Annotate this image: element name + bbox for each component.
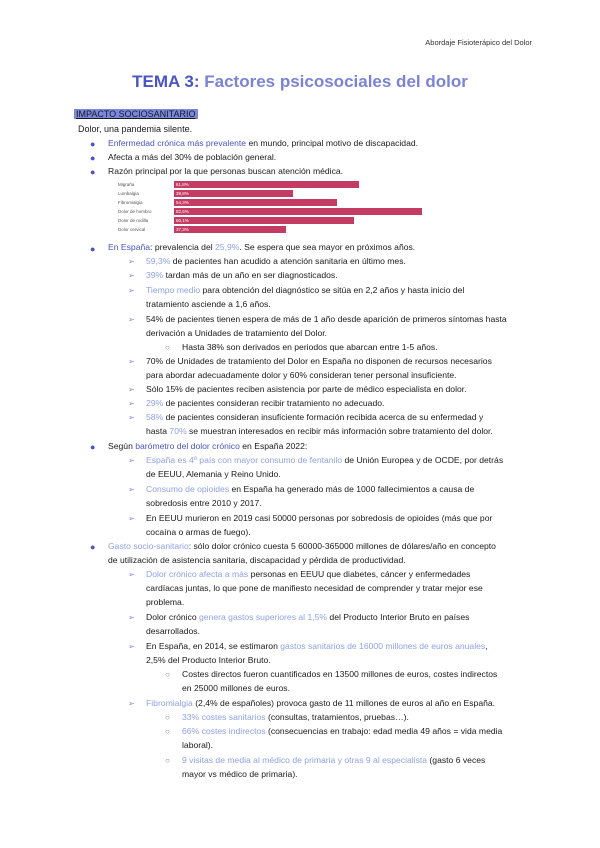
arrow-icon: ➢ xyxy=(128,399,135,408)
section-heading: IMPACTO SOCIOSANITARIO xyxy=(76,109,196,119)
list-item: Costes directos fueron cuantificados en 13500 millones de euros, costes indirectos xyxy=(182,669,498,679)
text: . Se espera que sea mayor en próximos años. xyxy=(239,242,416,252)
arrow-icon: ➢ xyxy=(128,485,135,494)
chart-row xyxy=(118,199,488,206)
list-item-continued: cardíacas juntas, lo que pone de manifiesto necesidad de comprender y tratar mejor ese xyxy=(146,583,483,593)
highlight: 66% costes indirectos xyxy=(182,726,266,736)
arrow-icon: ➢ xyxy=(128,257,135,266)
list-item-continued: cocaína o armas de fuego). xyxy=(146,527,251,537)
list-item xyxy=(146,639,488,653)
text: (consecuencias en trabajo: edad media 49 años = vida media xyxy=(265,726,503,736)
list-item xyxy=(146,482,474,496)
list-item xyxy=(108,136,418,150)
text: En España, en 2014, se estimaron xyxy=(146,641,281,651)
bullet-icon: ● xyxy=(90,139,96,149)
list-item xyxy=(146,396,384,410)
highlight: 58% xyxy=(146,412,164,422)
text: para obtención del diagnóstico se sitúa en 2,2 años y hasta inicio del xyxy=(200,285,465,295)
arrow-icon: ➢ xyxy=(128,286,135,295)
arrow-icon: ➢ xyxy=(128,514,135,523)
chart-row xyxy=(118,226,488,233)
bullet-icon: ● xyxy=(90,244,96,254)
arrow-icon: ➢ xyxy=(128,570,135,579)
arrow-icon: ➢ xyxy=(128,385,135,394)
bullet-icon: ● xyxy=(90,167,96,177)
highlight: 33% costes sanitarios xyxy=(182,712,266,722)
list-item xyxy=(108,539,496,553)
list-item: 70% de Unidades de tratamiento del Dolor en España no disponen de recursos necesarios xyxy=(146,356,492,366)
list-item: Sólo 15% de pacientes reciben asistencia por parte de médico especialista en dolor. xyxy=(146,384,467,394)
highlight: Enfermedad crónica más prevalente xyxy=(108,138,247,148)
text: de pacientes han acudido a atención sanitaria en último mes. xyxy=(170,256,406,266)
highlight: Tiempo medio xyxy=(146,285,201,295)
chart-row xyxy=(118,217,488,224)
text: : sólo dolor crónico cuesta 5 60000-365000 millones de dólares/año en concepto xyxy=(188,541,496,551)
highlight: En España xyxy=(108,242,151,252)
pain-prevalence-chart xyxy=(118,181,488,237)
chart-category-label: Dolor cervical xyxy=(118,227,146,232)
chart-bar xyxy=(174,181,359,188)
arrow-icon: ➢ xyxy=(128,413,135,422)
highlight: 25,9% xyxy=(215,242,240,252)
arrow-icon: ➢ xyxy=(128,613,135,622)
chart-row xyxy=(118,181,488,188)
highlight: Fibromialgia xyxy=(146,698,193,708)
highlight: Gasto socio-sanitario xyxy=(108,541,189,551)
list-item xyxy=(146,610,469,624)
chart-bar xyxy=(174,226,286,233)
text: se muestran interesados en recibir más información sobre tratamiento del dolor. xyxy=(186,426,493,436)
list-item-continued: mayor vs médico de primaria). xyxy=(182,769,298,779)
list-item-continued: de utilización de asistencia sanitaria, discapacidad y pérdida de productividad. xyxy=(108,555,406,565)
list-item-continued: desarrollados. xyxy=(146,626,200,636)
list-item-continued: sobredosis entre 2010 y 2017. xyxy=(146,498,262,508)
circle-bullet-icon: ○ xyxy=(165,343,170,352)
text: (gasto 6 veces xyxy=(427,755,486,765)
circle-bullet-icon: ○ xyxy=(165,713,170,722)
text: : prevalencia del xyxy=(150,242,216,252)
chart-value-label: 39,8% xyxy=(176,191,189,196)
text: Según xyxy=(108,441,136,451)
highlight: Consumo de opioides xyxy=(146,484,230,494)
text: hasta xyxy=(146,426,170,436)
list-item xyxy=(146,696,495,710)
text: en mundo, principal motivo de discapacidad. xyxy=(246,138,419,148)
title-rest: Factores psicosociales del dolor xyxy=(199,72,468,91)
highlight: genera gastos superiores al 1,5% xyxy=(199,612,328,622)
highlight: 39% xyxy=(146,270,164,280)
list-item-continued: laboral). xyxy=(182,740,214,750)
list-item xyxy=(146,567,470,581)
chart-category-label: Fibromialgia xyxy=(118,200,143,205)
highlight: 59,3% xyxy=(146,256,171,266)
page-title xyxy=(0,72,600,92)
text: de pacientes consideran insuficiente formación recibida acerca de su enfermedad y xyxy=(163,412,484,422)
chart-row xyxy=(118,190,488,197)
list-item-continued xyxy=(146,424,493,438)
bullet-icon: ● xyxy=(90,153,96,163)
bullet-icon: ● xyxy=(90,442,96,452)
text: personas en EEUU que diabetes, cáncer y enfermedades xyxy=(248,569,471,579)
list-item: Hasta 38% son derivados en periodos que abarcan entre 1-5 años. xyxy=(182,342,438,352)
circle-bullet-icon: ○ xyxy=(165,756,170,765)
chart-bar xyxy=(174,217,354,224)
text: en España 2022: xyxy=(239,441,308,451)
list-item-continued: de EEUU, Alemania y Reino Unido. xyxy=(146,469,281,479)
chart-value-label: 54,3% xyxy=(176,200,189,205)
chart-value-label: 60,1% xyxy=(176,218,189,223)
highlight: España es 4º país con mayor consumo de fentanilo xyxy=(146,455,343,465)
text: de Unión Europea y de OCDE, por detrás xyxy=(342,455,504,465)
text: , xyxy=(485,641,488,651)
arrow-icon: ➢ xyxy=(128,357,135,366)
arrow-icon: ➢ xyxy=(128,271,135,280)
chart-bar xyxy=(174,208,422,215)
highlight: 29% xyxy=(146,398,164,408)
list-item xyxy=(182,710,409,724)
text: tardan más de un año en ser diagnosticados. xyxy=(163,270,338,280)
highlight: 9 visitas de media al médico de primaria y otras 9 al especialista xyxy=(182,755,428,765)
chart-value-label: 82,6% xyxy=(176,209,189,214)
chart-category-label: Migraña xyxy=(118,182,135,187)
circle-bullet-icon: ○ xyxy=(165,670,170,679)
list-item: Razón principal por la que personas buscan atención médica. xyxy=(108,166,344,176)
list-item xyxy=(108,240,415,254)
chart-value-label: 37,3% xyxy=(176,227,189,232)
list-item xyxy=(182,724,502,738)
chart-value-label: 61,8% xyxy=(176,182,189,187)
list-item xyxy=(146,410,483,424)
highlight: 70% xyxy=(169,426,187,436)
arrow-icon: ➢ xyxy=(128,699,135,708)
arrow-icon: ➢ xyxy=(128,642,135,651)
chart-category-label: Dolor de rodilla xyxy=(118,218,149,223)
chart-bar xyxy=(174,199,337,206)
list-item xyxy=(146,283,464,297)
text: Dolor crónico xyxy=(146,612,200,622)
chart-row xyxy=(118,208,488,215)
running-header: Abordaje Fisioterápico del Dolor xyxy=(425,38,532,47)
arrow-icon: ➢ xyxy=(128,456,135,465)
text: en España ha generado más de 1000 fallecimientos a causa de xyxy=(229,484,475,494)
list-item xyxy=(146,268,338,282)
list-item xyxy=(146,453,503,467)
list-item: 54% de pacientes tienen espera de más de 1 año desde aparición de primeros síntomas hasta xyxy=(146,314,507,324)
text: del Producto Interior Bruto en países xyxy=(327,612,470,622)
list-item-continued: problema. xyxy=(146,597,185,607)
list-item xyxy=(108,439,307,453)
text: (2,4% de españoles) provoca gasto de 11 millones de euros al año en España. xyxy=(192,698,496,708)
list-item xyxy=(146,254,406,268)
arrow-icon: ➢ xyxy=(128,315,135,324)
chart-category-label: Dolor de hombro xyxy=(118,209,152,214)
title-lead: TEMA 3: xyxy=(132,72,200,91)
list-item-continued: derivación a Unidades de tratamiento del Dolor. xyxy=(146,328,328,338)
highlight: barómetro del dolor crónico xyxy=(135,441,240,451)
text: (consultas, tratamientos, pruebas…). xyxy=(265,712,409,722)
highlight: gastos sanitarios de 16000 millones de euros anuales xyxy=(280,641,486,651)
list-item-continued: en 25000 millones de euros. xyxy=(182,683,290,693)
list-item: En EEUU murieron en 2019 casi 50000 personas por sobredosis de opioides (más que por xyxy=(146,513,493,523)
text: de pacientes consideran recibir tratamiento no adecuado. xyxy=(163,398,385,408)
chart-bar xyxy=(174,190,293,197)
section-subtitle: Dolor, una pandemia silente. xyxy=(78,124,193,134)
circle-bullet-icon: ○ xyxy=(165,727,170,736)
list-item-continued: 2,5% del Producto Interior Bruto. xyxy=(146,655,271,665)
highlight: Dolor crónico afecta a más xyxy=(146,569,249,579)
list-item-continued: tratamiento asciende a 1,6 años. xyxy=(146,299,271,309)
list-item xyxy=(182,753,485,767)
chart-category-label: Lumbalgia xyxy=(118,191,139,196)
list-item: Afecta a más del 30% de población general. xyxy=(108,152,277,162)
bullet-icon: ● xyxy=(90,542,96,552)
list-item-continued: para abordar adecuadamente dolor y 60% consideran tener personal insuficiente. xyxy=(146,370,457,380)
